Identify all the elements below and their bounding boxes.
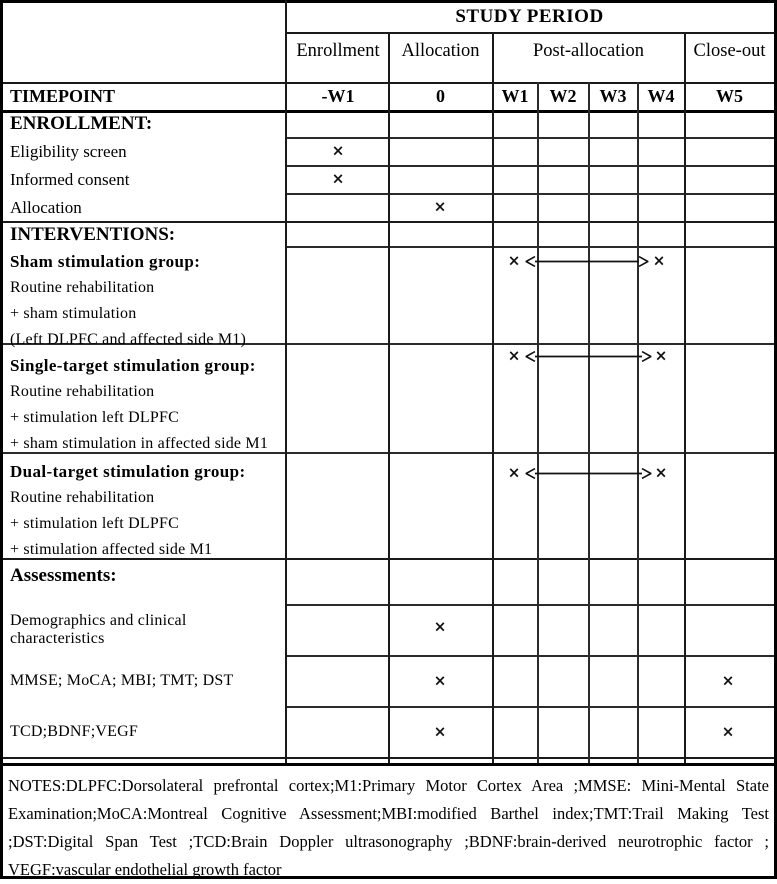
table-notes [0, 766, 777, 879]
row-label-cognitive-scales: MMSE; MoCA; MBI; TMT; DST [10, 672, 234, 689]
timepoint-w2: W2 [549, 86, 577, 106]
timepoint-w1: W1 [501, 86, 529, 106]
rule-enroll-2 [285, 165, 777, 167]
mark-cognitive-scales-w5: × [721, 671, 735, 690]
col-rule-enrollment [388, 32, 390, 763]
mark-biomarkers-w5: × [721, 722, 735, 741]
header-phase-enrollment: Enrollment [296, 40, 380, 61]
header-phase-allocation: Allocation [401, 40, 480, 61]
group-line-sham-1: Routine rehabilitation [10, 279, 155, 296]
intervention-group-single-target [10, 353, 282, 457]
group-line-single-2: + stimulation left DLPFC [10, 409, 179, 426]
group-title-single-target: Single-target stimulation group: [10, 356, 256, 375]
row-label-informed-consent: Informed consent [10, 169, 130, 189]
group-line-dual-3: + stimulation affected side M1 [10, 541, 213, 558]
group-line-single-1: Routine rehabilitation [10, 383, 155, 400]
col-rule-allocation [492, 32, 494, 763]
header-study-period: STUDY PERIOD [455, 6, 604, 27]
mark-informed-consent-minus-w1: × [331, 169, 345, 188]
timepoint-w3: W3 [599, 86, 627, 106]
row-label-eligibility-screen: Eligibility screen [10, 141, 127, 161]
mark-demographics-0: × [433, 617, 447, 636]
section-title-assessments: Assessments: [10, 565, 117, 586]
mark-sham-w4: × [652, 251, 666, 270]
row-label-biomarkers: TCD;BDNF;VEGF [10, 723, 138, 740]
rule-enroll-1 [285, 137, 777, 139]
mark-single-target-w1: × [507, 346, 521, 365]
group-line-single-3: + sham stimulation in affected side M1 [10, 435, 269, 452]
arrow-single-target-w1-to-w4 [524, 347, 652, 367]
section-title-interventions: INTERVENTIONS: [10, 223, 176, 245]
mark-sham-w1: × [507, 251, 521, 270]
group-line-sham-3: (Left DLPFC and affected side M1) [10, 331, 247, 348]
mark-dual-target-w1: × [507, 463, 521, 482]
rule-assess-title [285, 604, 777, 606]
mark-eligibility-screen-minus-w1: × [331, 141, 345, 160]
col-rule-w2 [588, 82, 590, 763]
intervention-group-dual-target [10, 459, 282, 563]
border-left [0, 0, 3, 877]
rule-enroll-3 [285, 193, 777, 195]
intervention-group-sham [10, 249, 282, 353]
arrow-sham-w1-to-w4 [524, 252, 650, 272]
header-phase-post-allocation: Post-allocation [533, 40, 644, 61]
rule-assess-1 [285, 655, 777, 657]
group-title-dual-target: Dual-target stimulation group: [10, 462, 246, 481]
header-phase-close-out: Close-out [693, 40, 766, 61]
col-rule-label [285, 0, 287, 763]
header-timepoint-label: TIMEPOINT [10, 86, 116, 106]
mark-biomarkers-0: × [433, 722, 447, 741]
group-title-sham: Sham stimulation group: [10, 252, 201, 271]
col-rule-w4 [684, 32, 686, 763]
notes-text: NOTES:DLPFC:Dorsolateral prefrontal cortex;M1:Primary Motor Cortex Area ;MMSE: Mini-Mental State Examination;MoCA:Montreal Cognitive Assessment;MBI:modified Barthel index;TMT:Trail Making Test ;DST:Digital Span Test ;TCD:Brain Doppler ultrasonography ;BDNF:brain-derived neurotrophic factor ; VEGF:vascular endothelial growth factor [8, 776, 769, 879]
rule-interventions-title [285, 246, 777, 248]
timepoint-w4: W4 [647, 86, 675, 106]
mark-single-target-w4: × [654, 346, 668, 365]
col-rule-w3 [637, 82, 639, 763]
timepoint-w5: W5 [716, 86, 743, 106]
timepoint-0: 0 [436, 86, 445, 106]
timepoint-minus-w1: -W1 [321, 86, 355, 106]
row-label-allocation: Allocation [10, 197, 82, 217]
mark-cognitive-scales-0: × [433, 671, 447, 690]
mark-dual-target-w4: × [654, 463, 668, 482]
row-label-demographics: Demographics and clinical characteristics [10, 612, 187, 647]
section-title-enrollment: ENROLLMENT: [10, 113, 153, 134]
rule-assess-2 [285, 706, 777, 708]
group-line-dual-2: + stimulation left DLPFC [10, 515, 179, 532]
group-line-dual-1: Routine rehabilitation [10, 489, 155, 506]
arrow-dual-target-w1-to-w4 [524, 464, 652, 484]
mark-allocation-0: × [433, 197, 447, 216]
group-line-sham-2: + sham stimulation [10, 305, 137, 322]
col-rule-w1 [537, 82, 539, 763]
